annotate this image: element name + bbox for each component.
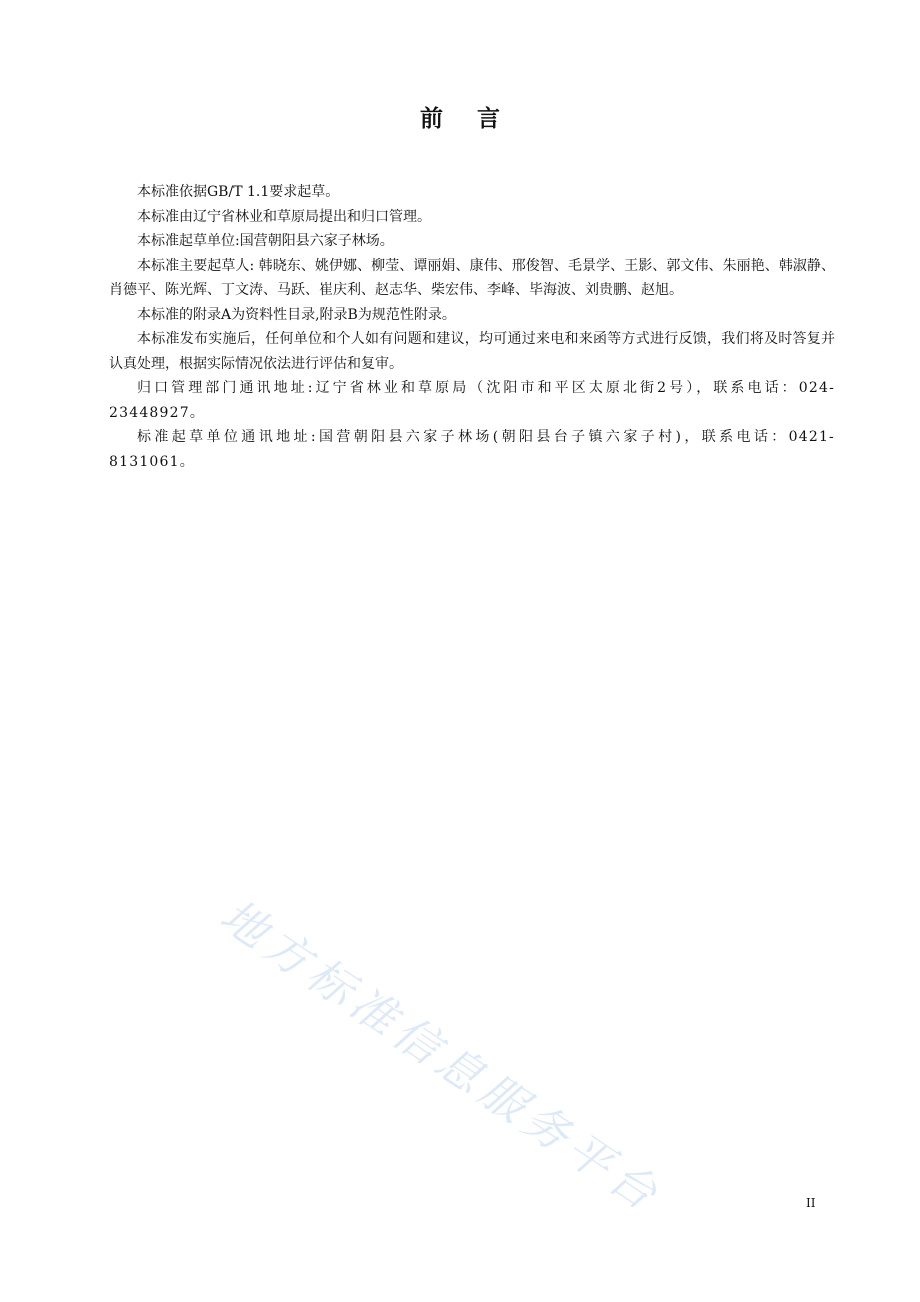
watermark: 地方标准信息服务平台 bbox=[210, 888, 672, 1224]
page-number: II bbox=[806, 1196, 816, 1210]
title-char: 言 bbox=[477, 106, 500, 132]
paragraph-proposer: 本标准由辽宁省林业和草原局提出和归口管理。 bbox=[137, 208, 431, 225]
paragraph-drafting-unit-address: 标准起草单位通讯地址:国营朝阳县六家子林场(朝阳县台子镇六家子村)，联系电话：0421-8131061。 bbox=[109, 429, 835, 470]
paragraph-appendices: 本标准的附录A为资料性目录,附录B为规范性附录。 bbox=[137, 306, 456, 323]
paragraph-feedback: 本标准发布实施后，任何单位和个人如有问题和建议，均可通过来电和来函等方式进行反馈，我们将及时答复并认真处理，根据实际情况依法进行评估和复审。 bbox=[109, 331, 835, 372]
paragraph-drafting-basis: 本标准依据GB/T 1.1要求起草。 bbox=[137, 184, 340, 200]
paragraph-management-address: 归口管理部门通讯地址:辽宁省林业和草原局（沈阳市和平区太原北街2号），联系电话：024-23448927。 bbox=[109, 380, 835, 421]
foreword-body bbox=[109, 180, 835, 474]
paragraph-drafting-unit: 本标准起草单位:国营朝阳县六家子林场。 bbox=[137, 233, 394, 249]
paragraph-drafters: 本标准主要起草人: 韩晓东、姚伊娜、柳莹、谭丽娟、康伟、邢俊智、毛景学、王影、郭文伟、朱丽艳、韩淑静、肖德平、陈光辉、丁文涛、马跃、崔庆利、赵志华、柴宏伟、李峰、毕海波、刘贵鹏、赵旭。 bbox=[109, 257, 835, 298]
title-char: 前 bbox=[420, 106, 443, 132]
page-title bbox=[0, 100, 920, 133]
